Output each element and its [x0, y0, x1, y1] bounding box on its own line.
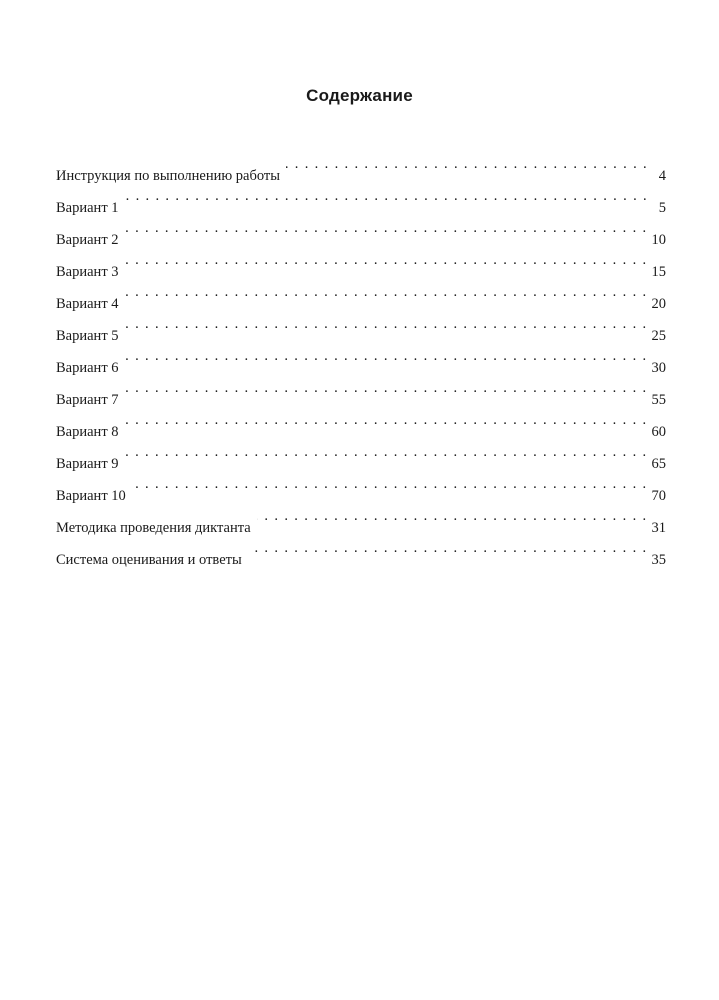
toc-entry-page: 65	[651, 456, 666, 472]
toc-entry-page: 20	[651, 296, 666, 312]
dot-leader	[125, 308, 648, 340]
toc-entry-label: Система оценивания и ответы	[56, 552, 242, 568]
toc-entry-label: Вариант 4	[56, 296, 119, 312]
dot-leader	[286, 148, 648, 180]
toc-entry	[56, 148, 666, 184]
toc-entry	[56, 212, 666, 248]
toc-entry-label: Вариант 2	[56, 232, 119, 248]
toc-entry	[56, 500, 666, 536]
dot-leader	[125, 212, 648, 244]
dot-leader	[248, 532, 648, 564]
dot-leader	[132, 468, 648, 500]
table-of-contents	[56, 148, 666, 568]
toc-entry-page: 55	[651, 392, 666, 408]
toc-entry-label: Вариант 8	[56, 424, 119, 440]
toc-entry-label: Методика проведения диктанта	[56, 520, 251, 536]
toc-entry-page: 25	[651, 328, 666, 344]
dot-leader	[125, 276, 648, 308]
dot-leader	[125, 404, 648, 436]
toc-entry-page: 70	[651, 488, 666, 504]
toc-entry-page: 5	[658, 200, 666, 216]
toc-entry-label: Вариант 9	[56, 456, 119, 472]
toc-entry-page: 30	[651, 360, 666, 376]
toc-entry-label: Вариант 1	[56, 200, 119, 216]
page-title: Содержание	[306, 86, 413, 105]
toc-entry	[56, 468, 666, 504]
toc-entry-label: Вариант 6	[56, 360, 119, 376]
toc-entry-page: 35	[651, 552, 666, 568]
toc-entry-label: Вариант 7	[56, 392, 119, 408]
dot-leader	[125, 436, 648, 468]
toc-entry	[56, 180, 666, 216]
dot-leader	[125, 244, 648, 276]
toc-entry	[56, 372, 666, 408]
toc-entry	[56, 340, 666, 376]
toc-entry	[56, 244, 666, 280]
toc-entry	[56, 436, 666, 472]
dot-leader	[125, 372, 648, 404]
toc-entry-page: 31	[651, 520, 666, 536]
toc-entry-label: Вариант 3	[56, 264, 119, 280]
toc-entry	[56, 308, 666, 344]
dot-leader	[257, 500, 648, 532]
toc-entry-page: 10	[651, 232, 666, 248]
toc-entry-label: Вариант 10	[56, 488, 126, 504]
toc-entry-page: 4	[658, 168, 666, 184]
toc-entry	[56, 404, 666, 440]
toc-entry-page: 15	[651, 264, 666, 280]
toc-entry-label: Инструкция по выполнению работы	[56, 168, 280, 184]
toc-entry-page: 60	[651, 424, 666, 440]
dot-leader	[125, 340, 648, 372]
dot-leader	[125, 180, 648, 212]
toc-entry-label: Вариант 5	[56, 328, 119, 344]
toc-entry	[56, 276, 666, 312]
